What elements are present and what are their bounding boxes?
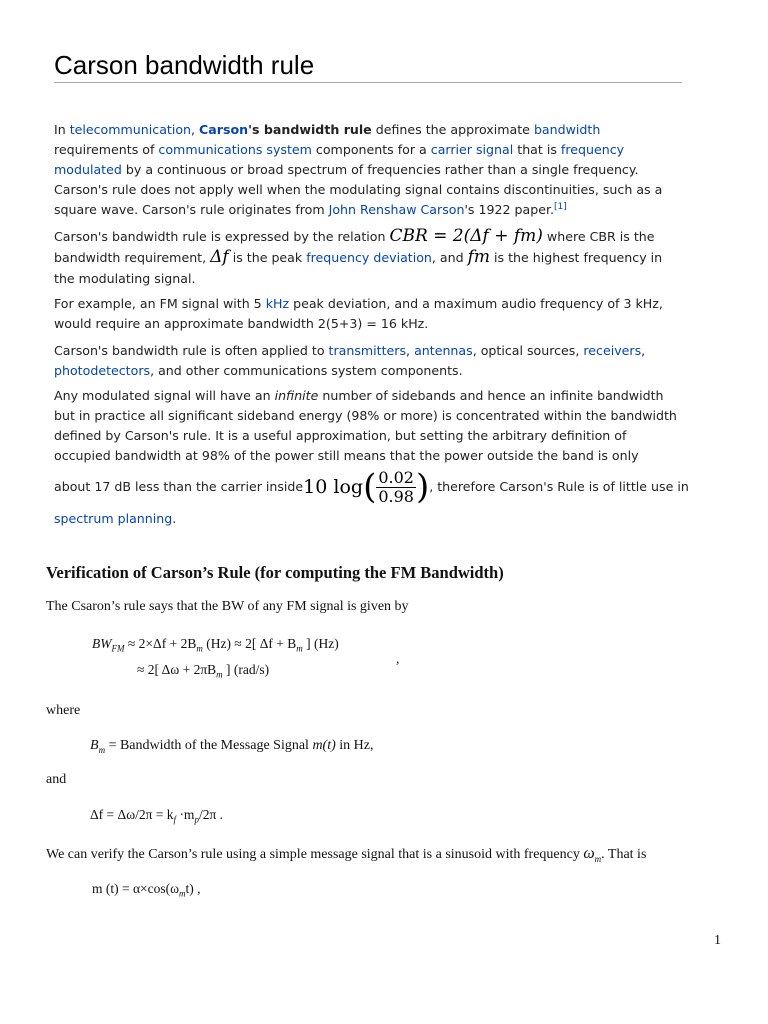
text: In: [54, 122, 70, 137]
eq-part: /2π .: [198, 807, 224, 822]
eq-part: ≈ 2×Δf + 2B: [124, 636, 197, 651]
text: For example, an FM signal with 5: [54, 296, 266, 311]
text: Carson's bandwidth rule is often applied to: [54, 343, 329, 358]
emphasis: infinite: [274, 388, 319, 403]
link-telecommunication[interactable]: telecommunication: [69, 122, 192, 137]
text: where CBR is the bandwidth requirement,: [54, 229, 655, 265]
left-paren: (: [363, 467, 377, 507]
fraction-numerator: 0.02: [378, 467, 414, 487]
link-photodetectors[interactable]: photodetectors: [54, 363, 151, 378]
title-divider: [54, 82, 682, 83]
cbr-formula: CBR = 2(Δf + fm): [389, 226, 543, 246]
eq-sub: m: [196, 643, 203, 654]
eq-sub: m: [98, 744, 106, 755]
delta-f-symbol: Δf: [210, 247, 229, 267]
eq-part: ] (Hz): [302, 636, 339, 651]
equation-comma: ,: [396, 651, 400, 666]
example-paragraph: [54, 294, 684, 334]
text: We can verify the Carson’s rule using a simple message signal that is a sinusoid with frequency: [46, 847, 584, 862]
link-carrier-signal[interactable]: carrier signal: [430, 142, 514, 157]
bandwidth-equation-line2: [137, 662, 269, 680]
right-paren: ): [415, 467, 430, 507]
text: . That is: [601, 847, 647, 862]
link-receivers[interactable]: receivers: [583, 343, 642, 358]
applied-paragraph: [54, 341, 684, 381]
text: is the peak: [228, 250, 307, 265]
text: in Hz,: [335, 738, 374, 753]
message-signal-equation: [92, 881, 201, 899]
text: ,: [191, 122, 200, 137]
eq-sub: FM: [111, 643, 125, 654]
text: = Bandwidth of the Message Signal: [105, 738, 313, 753]
eq-part: Δf = Δω/2π = k: [90, 807, 174, 822]
text: is the highest frequency in the modulating signal.: [54, 250, 663, 286]
eq-part: ] (rad/s): [222, 662, 270, 677]
link-khz[interactable]: kHz: [265, 296, 290, 311]
text: components for a: [311, 142, 431, 157]
eq-sub: m: [296, 643, 303, 654]
text: defines the approximate: [371, 122, 534, 137]
omega-symbol: ω: [583, 845, 595, 862]
log-formula-line: [54, 462, 694, 512]
text: , and other communications system components.: [150, 363, 463, 378]
link-transmitters[interactable]: transmitters: [328, 343, 407, 358]
link-john-renshaw-carson[interactable]: John Renshaw Carson: [328, 202, 465, 217]
relation-paragraph: [54, 226, 684, 289]
link-frequency-modulated[interactable]: frequency modulated: [54, 142, 625, 177]
and-text: and: [46, 772, 67, 787]
text: requirements of: [54, 142, 159, 157]
link-communications-system[interactable]: communications system: [158, 142, 312, 157]
mt-symbol: m(t): [312, 738, 336, 753]
eq-sub: m: [216, 669, 223, 680]
eq-part: (Hz) ≈ 2[ Δf + B: [202, 636, 297, 651]
reference-link[interactable]: [1]: [554, 201, 567, 212]
where-text: where: [46, 703, 81, 718]
fraction-denominator: 0.98: [378, 486, 414, 506]
link-spectrum-planning[interactable]: spectrum planning: [54, 511, 173, 526]
eq-part: ·m: [176, 807, 195, 822]
bandwidth-equation-line1: [92, 636, 339, 654]
eq-part: ≈ 2[ Δω + 2πB: [137, 662, 217, 677]
eq-sub: m: [594, 853, 602, 864]
intro-paragraph: [54, 120, 684, 220]
text: peak deviation, and a maximum audio frequency of 3 kHz, would require an approximate bandwidth 2(5+3) = 16 kHz.: [54, 296, 663, 331]
text: 's 1922 paper.: [464, 202, 555, 217]
link-antennas[interactable]: antennas: [414, 343, 473, 358]
page-title: Carson bandwidth rule: [54, 50, 315, 80]
carson-rule-statement: The Csaron’s rule says that the BW of any FM signal is given by: [46, 599, 409, 614]
eq-sub: f: [173, 814, 177, 825]
text: about 17 dB less than the carrier inside: [54, 479, 304, 494]
link-frequency-deviation[interactable]: frequency deviation: [306, 250, 432, 265]
text: by a continuous or broad spectrum of frequencies rather than a single frequency. Carson's rule does not apply well when the modulating signal contains discontinuities, such as a square wave. Carson's rule originates from: [54, 162, 663, 217]
delta-f-equation: [90, 807, 223, 825]
ratio-fraction: [376, 469, 416, 506]
text: Any modulated signal will have an: [54, 388, 275, 403]
verification-heading: Verification of Carson’s Rule (for computing the FM Bandwidth): [46, 563, 504, 582]
text: , and: [431, 250, 468, 265]
text: that is: [513, 142, 561, 157]
sidebands-paragraph: [54, 386, 684, 466]
spectrum-line: [54, 509, 684, 529]
bm-symbol: B: [90, 738, 99, 753]
verify-text: [46, 845, 646, 864]
eq-part: t) ,: [185, 881, 201, 896]
bm-definition: [90, 738, 373, 755]
bold-rule-text: 's bandwidth rule: [248, 122, 372, 137]
text: .: [172, 511, 177, 526]
link-carson[interactable]: Carson: [199, 122, 249, 137]
eq-bw: BW: [92, 636, 112, 651]
log-prefix: 10 log: [303, 476, 364, 498]
text: number of sidebands and hence an infinite bandwidth but in practice all significant sideband energy (98% or more) is concentrated within the bandwidth defined by Carson's rule. It is a useful approximation, but setting the arbitrary definition of occupied bandwidth at 98% of the power still means that the power outside the band is only: [54, 388, 677, 463]
eq-sub: m: [179, 888, 186, 899]
text: Carson's bandwidth rule is expressed by the relation: [54, 229, 390, 244]
text: , therefore Carson's Rule is of little use in: [429, 479, 689, 494]
text: ,: [641, 343, 646, 358]
page-number: 1: [714, 933, 721, 948]
text: , optical sources,: [472, 343, 584, 358]
link-bandwidth[interactable]: bandwidth: [533, 122, 601, 137]
text: ,: [406, 343, 415, 358]
eq-sub: p: [194, 814, 199, 825]
fm-symbol: fm: [467, 247, 491, 267]
eq-part: m (t) = α×cos(ω: [92, 881, 180, 896]
